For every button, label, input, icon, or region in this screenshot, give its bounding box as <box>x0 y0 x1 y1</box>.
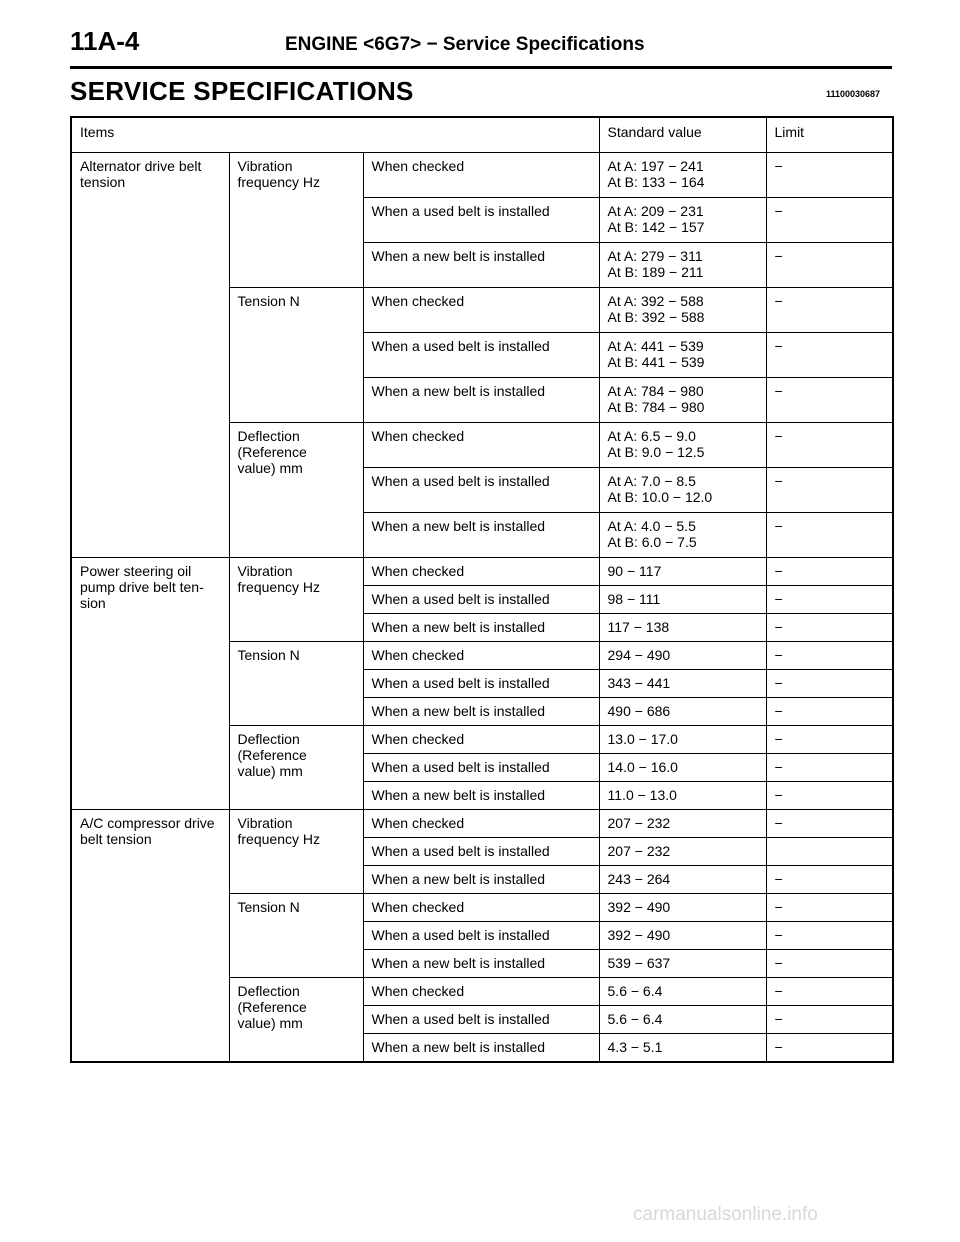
value-cell: 117 − 138 <box>599 614 766 642</box>
value-cell: 5.6 − 6.4 <box>599 978 766 1006</box>
value-cell: At A: 279 − 311 At B: 189 − 211 <box>599 243 766 288</box>
page-code: 11A-4 <box>70 26 140 56</box>
limit-cell: − <box>766 866 893 894</box>
measure-cell: Deflection (Reference value) mm <box>229 423 363 558</box>
value-cell: 4.3 − 5.1 <box>599 1034 766 1063</box>
service-specifications-table <box>70 116 894 1063</box>
limit-cell: − <box>766 922 893 950</box>
limit-cell: − <box>766 782 893 810</box>
limit-cell: − <box>766 614 893 642</box>
watermark: carmanualsonline.info <box>633 1204 818 1225</box>
item-cell: A/C compressor drive belt tension <box>71 810 229 1063</box>
limit-cell: − <box>766 894 893 922</box>
limit-cell: − <box>766 698 893 726</box>
header-items: Items <box>71 117 599 153</box>
value-cell: 14.0 − 16.0 <box>599 754 766 782</box>
limit-cell: − <box>766 423 893 468</box>
condition-cell: When checked <box>363 558 599 586</box>
running-title: ENGINE <6G7> − Service Specifications <box>285 34 645 55</box>
measure-cell: Deflection (Reference value) mm <box>229 978 363 1063</box>
limit-cell: − <box>766 1006 893 1034</box>
measure-cell: Tension N <box>229 288 363 423</box>
value-cell: 207 − 232 <box>599 810 766 838</box>
limit-cell <box>766 838 893 866</box>
limit-cell: − <box>766 950 893 978</box>
condition-cell: When checked <box>363 810 599 838</box>
measure-cell: Vibration frequency Hz <box>229 558 363 642</box>
value-cell: 5.6 − 6.4 <box>599 1006 766 1034</box>
value-cell: 11.0 − 13.0 <box>599 782 766 810</box>
condition-cell: When checked <box>363 153 599 198</box>
header-rule <box>70 66 892 69</box>
condition-cell: When a new belt is installed <box>363 378 599 423</box>
measure-cell: Vibration frequency Hz <box>229 153 363 288</box>
limit-cell: − <box>766 810 893 838</box>
value-cell: 207 − 232 <box>599 838 766 866</box>
condition-cell: When a new belt is installed <box>363 698 599 726</box>
condition-cell: When checked <box>363 642 599 670</box>
condition-cell: When a used belt is installed <box>363 838 599 866</box>
value-cell: At A: 441 − 539 At B: 441 − 539 <box>599 333 766 378</box>
condition-cell: When a used belt is installed <box>363 468 599 513</box>
item-cell: Alternator drive belt tension <box>71 153 229 558</box>
value-cell: At A: 7.0 − 8.5 At B: 10.0 − 12.0 <box>599 468 766 513</box>
value-cell: 13.0 − 17.0 <box>599 726 766 754</box>
table-row <box>71 558 893 586</box>
value-cell: At A: 4.0 − 5.5 At B: 6.0 − 7.5 <box>599 513 766 558</box>
limit-cell: − <box>766 468 893 513</box>
limit-cell: − <box>766 243 893 288</box>
condition-cell: When a new belt is installed <box>363 513 599 558</box>
limit-cell: − <box>766 513 893 558</box>
limit-cell: − <box>766 333 893 378</box>
condition-cell: When checked <box>363 894 599 922</box>
condition-cell: When a new belt is installed <box>363 782 599 810</box>
measure-cell: Vibration frequency Hz <box>229 810 363 894</box>
limit-cell: − <box>766 378 893 423</box>
value-cell: 90 − 117 <box>599 558 766 586</box>
measure-cell: Tension N <box>229 642 363 726</box>
document-code: 11100030687 <box>826 89 881 99</box>
limit-cell: − <box>766 978 893 1006</box>
value-cell: At A: 197 − 241 At B: 133 − 164 <box>599 153 766 198</box>
table-row <box>71 153 893 198</box>
limit-cell: − <box>766 153 893 198</box>
section-title: SERVICE SPECIFICATIONS <box>70 76 414 106</box>
limit-cell: − <box>766 558 893 586</box>
limit-cell: − <box>766 726 893 754</box>
condition-cell: When a used belt is installed <box>363 198 599 243</box>
header-standard-value: Standard value <box>599 117 766 153</box>
condition-cell: When a used belt is installed <box>363 670 599 698</box>
value-cell: At A: 784 − 980 At B: 784 − 980 <box>599 378 766 423</box>
value-cell: At A: 209 − 231 At B: 142 − 157 <box>599 198 766 243</box>
condition-cell: When a new belt is installed <box>363 950 599 978</box>
value-cell: 243 − 264 <box>599 866 766 894</box>
condition-cell: When a new belt is installed <box>363 614 599 642</box>
condition-cell: When checked <box>363 288 599 333</box>
condition-cell: When a new belt is installed <box>363 243 599 288</box>
item-cell: Power steering oil pump drive belt ten- sion <box>71 558 229 810</box>
condition-cell: When a used belt is installed <box>363 754 599 782</box>
value-cell: 490 − 686 <box>599 698 766 726</box>
limit-cell: − <box>766 288 893 333</box>
value-cell: At A: 392 − 588 At B: 392 − 588 <box>599 288 766 333</box>
limit-cell: − <box>766 1034 893 1063</box>
value-cell: 343 − 441 <box>599 670 766 698</box>
condition-cell: When a used belt is installed <box>363 922 599 950</box>
value-cell: At A: 6.5 − 9.0 At B: 9.0 − 12.5 <box>599 423 766 468</box>
condition-cell: When checked <box>363 726 599 754</box>
condition-cell: When a new belt is installed <box>363 1034 599 1063</box>
value-cell: 98 − 111 <box>599 586 766 614</box>
measure-cell: Tension N <box>229 894 363 978</box>
table-row <box>71 810 893 838</box>
condition-cell: When a new belt is installed <box>363 866 599 894</box>
condition-cell: When a used belt is installed <box>363 333 599 378</box>
limit-cell: − <box>766 670 893 698</box>
condition-cell: When a used belt is installed <box>363 1006 599 1034</box>
value-cell: 392 − 490 <box>599 894 766 922</box>
value-cell: 294 − 490 <box>599 642 766 670</box>
condition-cell: When checked <box>363 978 599 1006</box>
limit-cell: − <box>766 642 893 670</box>
value-cell: 392 − 490 <box>599 922 766 950</box>
value-cell: 539 − 637 <box>599 950 766 978</box>
condition-cell: When checked <box>363 423 599 468</box>
header-limit: Limit <box>766 117 893 153</box>
measure-cell: Deflection (Reference value) mm <box>229 726 363 810</box>
limit-cell: − <box>766 198 893 243</box>
limit-cell: − <box>766 586 893 614</box>
condition-cell: When a used belt is installed <box>363 586 599 614</box>
table-header-row <box>71 117 893 153</box>
limit-cell: − <box>766 754 893 782</box>
